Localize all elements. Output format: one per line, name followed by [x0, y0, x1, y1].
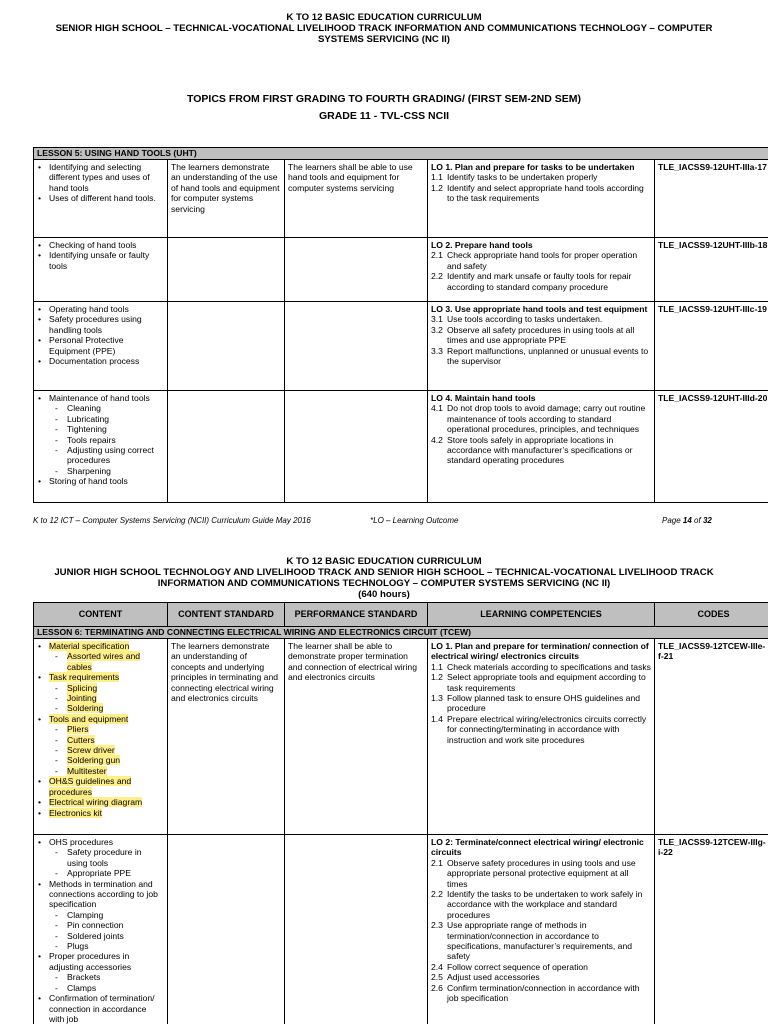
list-item: • Personal Protective Equipment (PPE)	[37, 335, 164, 356]
learning-outcome-title: LO 4. Maintain hand tools	[431, 393, 536, 403]
sub-list-item: - Tools repairs	[49, 435, 164, 445]
sub-list-item: - Sharpening	[49, 466, 164, 476]
sub-list-item: - Pin connection	[49, 920, 164, 930]
code-cell: TLE_IACSS9-12UHT-IIIa-17	[655, 160, 768, 238]
competency: 1.2 Select appropriate tools and equipment according to task requirements	[431, 672, 646, 693]
sub-list-item: - Tightening	[49, 424, 164, 434]
list-item: • OH&S guidelines and procedures	[37, 776, 164, 797]
table-row	[34, 835, 768, 1024]
lesson-row	[34, 627, 768, 639]
table-row	[34, 302, 768, 391]
content-standard-cell	[168, 835, 285, 1024]
list-item: • Material specification - Assorted wires and cables	[37, 641, 164, 672]
sub-list-item: - Safety procedure in using tools	[49, 847, 164, 868]
performance-standard-cell	[285, 835, 428, 1024]
content-cell	[34, 160, 168, 238]
sub-list-item: - Soldering gun	[49, 755, 164, 765]
competency: 3.2 Observe all safety procedures in using tools at all times and use appropriate PPE	[431, 324, 635, 346]
code-cell: TLE_IACSS9-12UHT-IIIb-18	[655, 238, 768, 302]
competency: 3.3 Report malfunctions, unplanned or unusual events to the supervisor	[431, 345, 649, 367]
list-item: • Tools and equipment - Pliers - Cutters - Screw driver - Soldering gun - Multitester	[37, 714, 164, 776]
competency: 1.3 Follow planned task to ensure OHS guidelines and procedure	[431, 693, 640, 714]
competency: 1.2 Identify and select appropriate hand tools according to the task requirements	[431, 182, 644, 204]
list-item: • Confirmation of termination/ connection in accordance with job	[37, 993, 164, 1024]
column-header-performance-standard: PERFORMANCE STANDARD	[285, 603, 428, 627]
content-cell	[34, 639, 168, 835]
competencies-cell	[428, 391, 655, 503]
content-standard-cell: The learners demonstrate an understanding of the use of hand tools and equipment for computer systems servicing	[168, 160, 285, 238]
competencies-cell	[428, 835, 655, 1024]
learning-outcome-title: LO 1. Plan and prepare for tasks to be undertaken	[431, 162, 635, 172]
page-header	[40, 12, 728, 45]
competency: 2.2 Identify and mark unsafe or faulty tools for repair according to standard company procedure	[431, 271, 632, 292]
lesson-title: LESSON 6: TERMINATING AND CONNECTING ELECTRICAL WIRING AND ELECTRONICS CIRCUIT (TCEW)	[34, 627, 768, 639]
competency: 2.2 Identify the tasks to be undertaken to work safely in accordance with the workplace and standard procedures	[431, 889, 643, 920]
content-standard-cell	[168, 238, 285, 302]
header-line: INFORMATION AND COMMUNICATIONS TECHNOLOGY – COMPUTER SYSTEMS SERVICING (NC II)	[157, 578, 611, 589]
content-standard-cell: The learners demonstrate an understanding of concepts and underlying principles in terminating and connecting electrical wiring and electronics circuits	[168, 639, 285, 835]
list-item: • Storing of hand tools	[37, 476, 164, 486]
performance-standard-cell	[285, 391, 428, 503]
competencies-cell	[428, 639, 655, 835]
performance-standard-cell	[285, 238, 428, 302]
list-item: • Operating hand tools	[37, 304, 164, 314]
list-item: • Documentation process	[37, 356, 164, 366]
competency: 2.6 Confirm termination/connection in accordance with job specification	[431, 982, 640, 1004]
sub-list-item: - Splicing	[49, 683, 164, 693]
competency: 4.2 Store tools safely in appropriate locations in accordance with manufacturer’s specifications or standard operating procedures	[431, 434, 633, 466]
list-item: • Electrical wiring diagram	[37, 797, 164, 807]
list-item: • OHS procedures - Safety procedure in using tools - Appropriate PPE	[37, 837, 164, 879]
content-cell	[34, 302, 168, 391]
topics-title: TOPICS FROM FIRST GRADING TO FOURTH GRADING/ (FIRST SEM-2ND SEM)	[187, 93, 581, 105]
list-item: • Methods in termination and connections according to job specification - Clamping - Pin connection - Soldered joints - Plugs	[37, 879, 164, 952]
sub-list-item: - Clamps	[49, 983, 164, 993]
competencies-cell	[428, 238, 655, 302]
competency: 1.4 Prepare electrical wiring/electronics circuits correctly for connecting/terminating in accordance with instruction and work site procedures	[431, 713, 647, 745]
sub-list-item: - Screw driver	[49, 745, 164, 755]
grade-title: GRADE 11 - TVL-CSS NCII	[318, 110, 450, 122]
header-line: SENIOR HIGH SCHOOL – TECHNICAL-VOCATIONAL LIVELIHOOD TRACK INFORMATION AND COMMUNICATIONS TECHNOLOGY – COMPUTER	[55, 23, 713, 34]
learning-outcome-title: LO 1. Plan and prepare for termination/ connection of electrical wiring/ electronics circuits	[431, 641, 649, 662]
column-header-row	[34, 603, 768, 627]
column-header-content: CONTENT	[34, 603, 168, 627]
competencies-cell	[428, 160, 655, 238]
list-item: • Maintenance of hand tools - Cleaning - Lubricating - Tightening - Tools repairs - Adjusting using correct procedures - Sharpening	[37, 393, 164, 476]
table-row	[34, 391, 768, 503]
footer-guide-title: K to 12 ICT – Computer Systems Servicing (NCII) Curriculum Guide May 2016	[33, 516, 311, 525]
competency: 3.1 Use tools according to tasks undertaken.	[431, 314, 603, 325]
code-cell: TLE_IACSS9-12UHT-IIId-20	[655, 391, 768, 503]
list-item: • Uses of different hand tools.	[37, 193, 164, 203]
lesson-row	[34, 148, 768, 160]
sub-list-item: - Lubricating	[49, 414, 164, 424]
performance-standard-cell: The learners shall be able to use hand tools and equipment for computer systems servicing	[285, 160, 428, 238]
performance-standard-cell	[285, 302, 428, 391]
list-item: • Safety procedures using handling tools	[37, 314, 164, 335]
sub-list-item: - Clamping	[49, 910, 164, 920]
header-line: SYSTEMS SERVICING (NC II)	[317, 34, 451, 45]
list-item: • Checking of hand tools	[37, 240, 164, 250]
list-item: • Electronics kit	[37, 808, 164, 818]
header-line: (640 hours)	[358, 589, 410, 600]
competency: 2.3 Use appropriate range of methods in termination/connection in accordance to specifications, manufacturer’s requirements, and safety	[431, 920, 633, 962]
sub-list-item: - Brackets	[49, 972, 164, 982]
page-header	[40, 556, 728, 600]
competency: 1.1 Check materials according to specifications and tasks	[431, 661, 651, 672]
table-row	[34, 639, 768, 835]
content-standard-cell	[168, 391, 285, 503]
content-cell	[34, 391, 168, 503]
page-number: Page 14 of 32	[662, 516, 712, 525]
sub-list-item: - Cleaning	[49, 403, 164, 413]
sub-list-item: - Cutters	[49, 735, 164, 745]
curriculum-table	[33, 602, 768, 1024]
competencies-cell	[428, 302, 655, 391]
competency: 1.1 Identify tasks to be undertaken properly	[431, 172, 598, 183]
competency: 2.1 Observe safety procedures in using tools and use appropriate personal protective equipment at all times	[431, 857, 636, 889]
code-cell: TLE_IACSS9-12TCEW-IIIe-f-21	[655, 639, 768, 835]
learning-outcome-title: LO 3. Use appropriate hand tools and test equipment	[431, 304, 648, 314]
competency: 2.4 Follow correct sequence of operation	[431, 961, 588, 972]
table-row	[34, 238, 768, 302]
competency: 4.1 Do not drop tools to avoid damage; carry out routine maintenance of tools according to standard operational procedures, principles, and techniques	[431, 403, 646, 435]
footer-note: *LO – Learning Outcome	[370, 516, 459, 525]
competency: 2.1 Check appropriate hand tools for proper operation and safety	[431, 250, 638, 271]
table-row	[34, 160, 768, 238]
list-item: • Task requirements - Splicing - Jointing - Soldering	[37, 672, 164, 714]
header-line: K TO 12 BASIC EDUCATION CURRICULUM	[286, 12, 482, 23]
list-item: • Proper procedures in adjusting accessories - Brackets - Clamps	[37, 951, 164, 993]
header-line: K TO 12 BASIC EDUCATION CURRICULUM	[286, 556, 482, 567]
sub-list-item: - Multitester	[49, 766, 164, 776]
sub-list-item: - Plugs	[49, 941, 164, 951]
code-cell: TLE_IACSS9-12UHT-IIIc-19	[655, 302, 768, 391]
content-cell	[34, 238, 168, 302]
code-cell: TLE_IACSS9-12TCEW-IIIg-i-22	[655, 835, 768, 1024]
sub-list-item: - Soldered joints	[49, 931, 164, 941]
learning-outcome-title: LO 2: Terminate/connect electrical wiring/ electronic circuits	[431, 837, 644, 858]
column-header-codes: CODES	[655, 603, 768, 627]
header-line: JUNIOR HIGH SCHOOL TECHNOLOGY AND LIVELIHOOD TRACK AND SENIOR HIGH SCHOOL – TECHNICAL-VOCATIONAL LIVELIHOOD TRACK	[54, 567, 714, 578]
sub-list-item: - Assorted wires and cables	[49, 651, 164, 672]
sub-list-item: - Adjusting using correct procedures	[49, 445, 164, 466]
content-cell	[34, 835, 168, 1024]
learning-outcome-title: LO 2. Prepare hand tools	[431, 240, 533, 250]
sub-list-item: - Appropriate PPE	[49, 868, 164, 878]
curriculum-table	[33, 147, 768, 503]
column-header-content-standard: CONTENT STANDARD	[168, 603, 285, 627]
performance-standard-cell: The learner shall be able to demonstrate proper termination and connection of electrical wiring and electronics circuits	[285, 639, 428, 835]
column-header-learning-competencies: LEARNING COMPETENCIES	[428, 603, 655, 627]
list-item: • Identifying unsafe or faulty tools	[37, 250, 164, 271]
sub-list-item: - Jointing	[49, 693, 164, 703]
list-item: • Identifying and selecting different types and uses of hand tools	[37, 162, 164, 193]
lesson-title: LESSON 5: USING HAND TOOLS (UHT)	[34, 148, 768, 160]
competency: 2.5 Adjust used accessories	[431, 972, 540, 983]
sub-list-item: - Pliers	[49, 724, 164, 734]
sub-list-item: - Soldering	[49, 703, 164, 713]
content-standard-cell	[168, 302, 285, 391]
curriculum-page-15	[0, 548, 768, 1024]
